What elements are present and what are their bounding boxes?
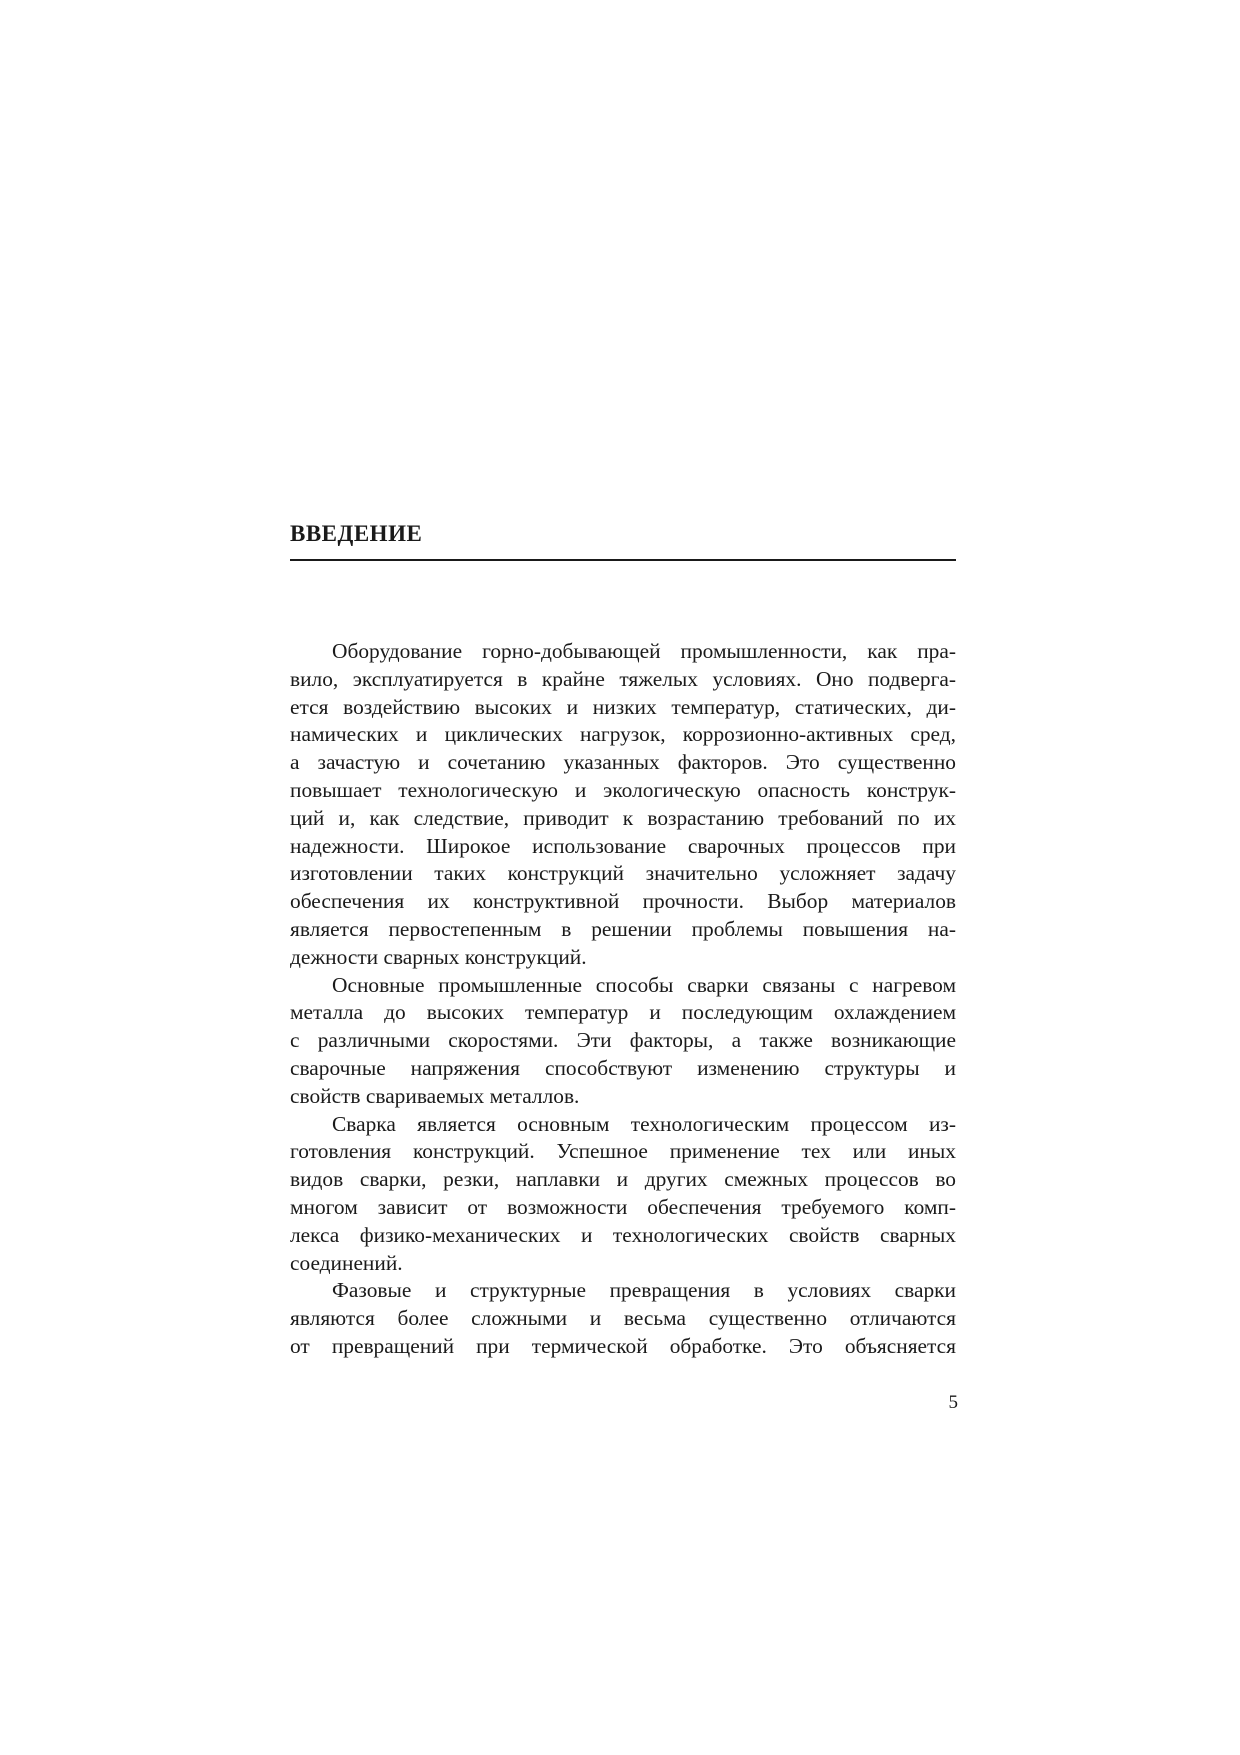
text-line: дежности сварных конструкций.	[290, 944, 587, 969]
text-line: видов сварки, резки, наплавки и других смежных процессов во	[290, 1167, 956, 1192]
page-number: 5	[948, 1392, 958, 1413]
text-line: Фазовые и структурные превращения в условиях сварки	[332, 1278, 956, 1303]
text-line: а зачастую и сочетанию указанных факторов. Это существенно	[290, 750, 956, 775]
text-line: намических и циклических нагрузок, коррозионно-активных сред,	[290, 722, 956, 747]
text-line: является первостепенным в решении проблемы повышения на-	[290, 916, 956, 941]
section-heading: ВВЕДЕНИЕ	[290, 521, 423, 546]
text-line: сварочные напряжения способствуют изменению структуры и	[290, 1055, 956, 1080]
text-line: соединений.	[290, 1250, 403, 1275]
text-line: от превращений при термической обработке. Это объясняется	[290, 1333, 956, 1358]
text-line: обеспечения их конструктивной прочности. Выбор материалов	[290, 889, 956, 914]
paragraph-3	[290, 1111, 956, 1278]
text-line: изготовлении таких конструкций значительно усложняет задачу	[290, 861, 956, 886]
paragraph-2	[290, 972, 956, 1111]
text-line: готовления конструкций. Успешное применение тех или иных	[290, 1139, 956, 1164]
text-line: являются более сложными и весьма существенно отличаются	[290, 1306, 956, 1331]
text-line: многом зависит от возможности обеспечения требуемого комп-	[290, 1194, 956, 1219]
heading-rule	[290, 559, 956, 561]
text-line: Сварка является основным технологическим процессом из-	[332, 1111, 956, 1136]
text-line: металла до высоких температур и последующим охлаждением	[290, 1000, 956, 1025]
text-line: Основные промышленные способы сварки связаны с нагревом	[332, 972, 956, 997]
text-line: Оборудование горно-добывающей промышленности, как пра-	[332, 639, 956, 663]
paragraph-1	[290, 638, 956, 972]
text-line: ций и, как следствие, приводит к возрастанию требований по их	[290, 805, 956, 830]
text-line: повышает технологическую и экологическую опасность конструк-	[290, 777, 956, 802]
text-line: свойств свариваемых металлов.	[290, 1083, 580, 1108]
text-line: с различными скоростями. Эти факторы, а также возникающие	[290, 1028, 956, 1053]
text-line: ется воздействию высоких и низких температур, статических, ди-	[290, 694, 956, 719]
text-line: лекса физико-механических и технологических свойств сварных	[290, 1222, 956, 1247]
body-text	[290, 638, 956, 1361]
paragraph-4	[290, 1277, 956, 1360]
text-line: вило, эксплуатируется в крайне тяжелых условиях. Оно подверга-	[290, 666, 956, 691]
text-line: надежности. Широкое использование сварочных процессов при	[290, 833, 956, 858]
